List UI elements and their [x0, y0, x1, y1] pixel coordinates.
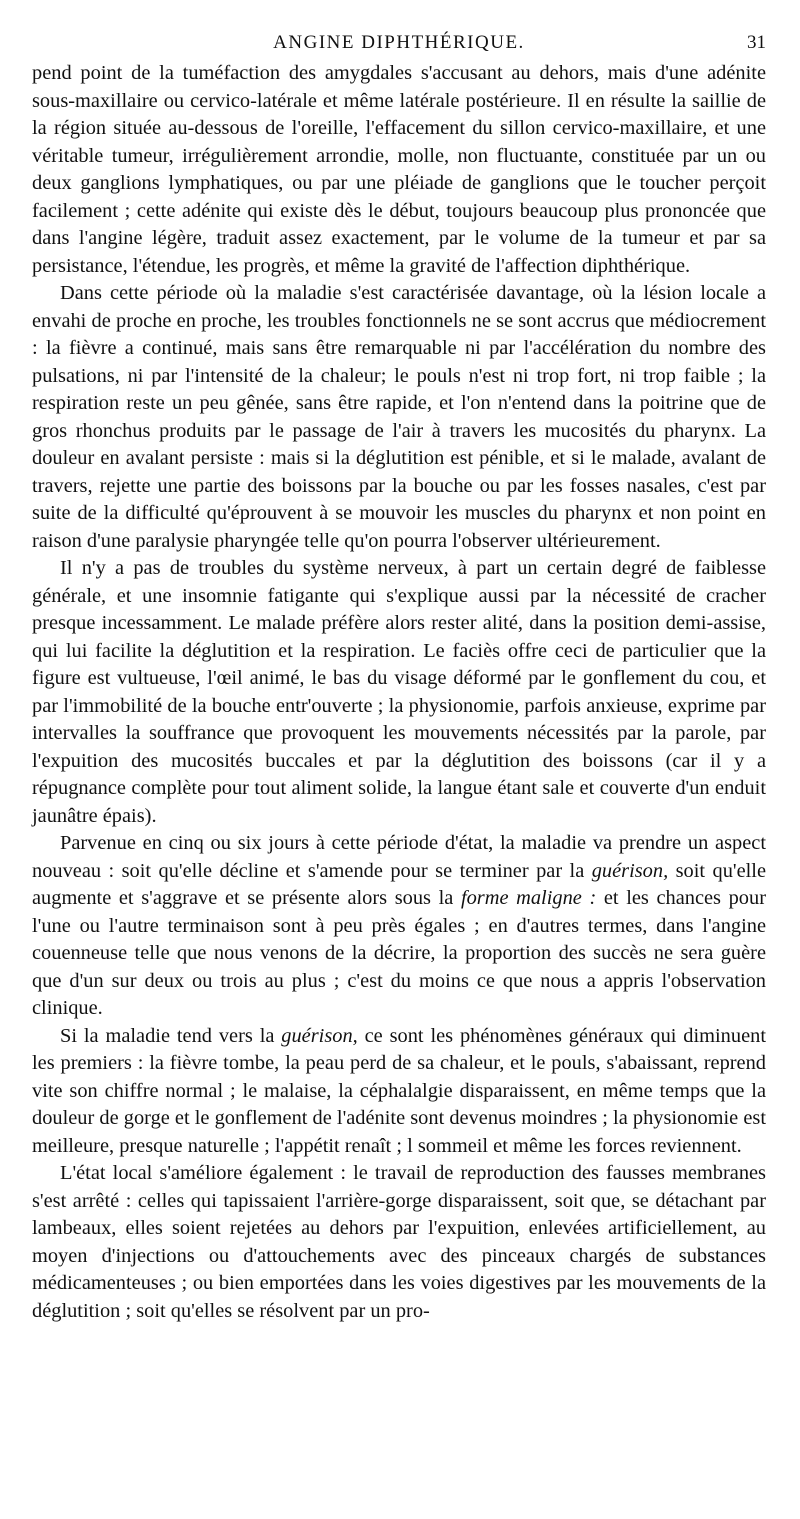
paragraph-4	[32, 830, 766, 1023]
running-title: ANGINE DIPHTHÉRIQUE.	[273, 32, 525, 53]
running-head	[32, 32, 766, 58]
paragraph-2: Dans cette période où la maladie s'est caractérisée davantage, où la lésion locale a envahi de proche en proche, les troubles fonctionnels ne se sont accrus que médiocrement : la fièvre a continué, mais sans être remarquable ni par l'accélération du nombre des pulsations, ni par l'intensité de la chaleur; le pouls n'est ni trop fort, ni trop faible ; la respiration reste un peu gênée, sans être rapide, et l'on n'entend dans la poitrine que de gros rhonchus produits par le passage de l'air à travers les mucosités du pharynx. La douleur en avalant persiste : mais si la déglutition est pénible, et si le malade, avalant de travers, rejette une partie des boissons par la bouche ou par les fosses nasales, c'est par suite de la difficulté qu'éprouvent à se mouvoir les muscles du pharynx et non point en raison d'une paralysie pharyngée telle qu'on pourra l'observer ultérieurement.	[32, 282, 766, 552]
body-text	[32, 60, 766, 1325]
page-number: 31	[747, 32, 766, 53]
italic-guerison-2: guérison,	[281, 1024, 358, 1047]
paragraph-1: pend point de la tuméfaction des amygdales s'accusant au dehors, mais d'une adénite sous-maxillaire ou cervico-latérale et même latérale postérieure. Il en résulte la saillie de la région située au-dessous de l'oreille, l'effacement du sillon cervico-maxillaire, et une véritable tumeur, irrégulièrement arrondie, molle, non fluctuante, constituée par un ou deux ganglions lymphatiques, ou par une pléiade de ganglions que le toucher perçoit facilement ; cette adénite qui existe dès le début, toujours beaucoup plus prononcée que dans l'angine légère, traduit assez exactement, par le volume de la tumeur et par sa persistance, l'étendue, les progrès, et même la gravité de l'affection diphthérique.	[32, 62, 766, 277]
italic-forme-maligne: forme maligne :	[460, 887, 597, 909]
paragraph-4-text-1: Parvenue en cinq ou six jours à cette période d'état, la maladie va prendre un aspect nouveau : soit qu'elle décline et s'amende pour se terminer par la	[32, 832, 766, 882]
italic-guerison: guérison,	[591, 859, 669, 882]
paragraph-3: Il n'y a pas de troubles du système nerveux, à part un certain degré de faiblesse générale, et une insomnie fatigante qui s'explique aussi par la nécessité de cracher presque incessamment. Le malade préfère alors rester alité, dans la position demi-assise, qui lui facilite la déglutition et la respiration. Le faciès offre ceci de particulier que la figure est vultueuse, l'œil animé, le bas du visage déformé par le gonflement du cou, et par l'immobilité de la bouche entr'ouverte ; la physionomie, parfois anxieuse, exprime par intervalles la souffrance que provoquent les mouvements nécessités par la parole, par l'expuition des mucosités buccales et par la déglutition des boissons (car il y a répugnance complète pour tout aliment solide, la langue étant sale et couverte d'un enduit jaunâtre épais).	[32, 557, 766, 827]
paragraph-5	[32, 1023, 766, 1161]
paragraph-5-text-2: ce sont les phénomènes généraux qui diminuent les premiers : la fièvre tombe, la peau perd de sa chaleur, et le pouls, s'abaissant, reprend vite son chiffre normal ; le malaise, la céphalalgie disparaissent, en même temps que la douleur de gorge et le gonflement de l'adénite sont devenus moindres ; la physionomie est meilleure, presque naturelle ; l'appétit renaît ; l sommeil et même les forces reviennent.	[32, 1024, 766, 1157]
paragraph-5-text-1: Si la maladie tend vers la	[60, 1024, 282, 1047]
paragraph-6: L'état local s'améliore également : le travail de reproduction des fausses membranes s'est arrêté : celles qui tapissaient l'arrière-gorge disparaissent, soit que, se détachant par lambeaux, elles soient rejetées au dehors par l'expuition, enlevées artificiellement, au moyen d'injections ou d'attouchements avec des pinceaux chargés de substances médicamenteuses ; ou bien emportées dans les voies digestives par les mouvements de la déglutition ; soit qu'elles se résolvent par un pro-	[32, 1162, 766, 1322]
paragraph-4-text-2: soit qu'elle augmente et s'aggrave et se présente alors sous la	[32, 859, 766, 909]
paragraph-4-text-3: et les chances pour l'une ou l'autre terminaison sont à peu près égales ; en d'autres termes, dans l'angine couenneuse telle que nous venons de la décrire, la proportion des succès ne sera guère que d'un sur deux ou trois au plus ; c'est du moins ce que nous a appris l'observation clinique.	[32, 887, 766, 1019]
